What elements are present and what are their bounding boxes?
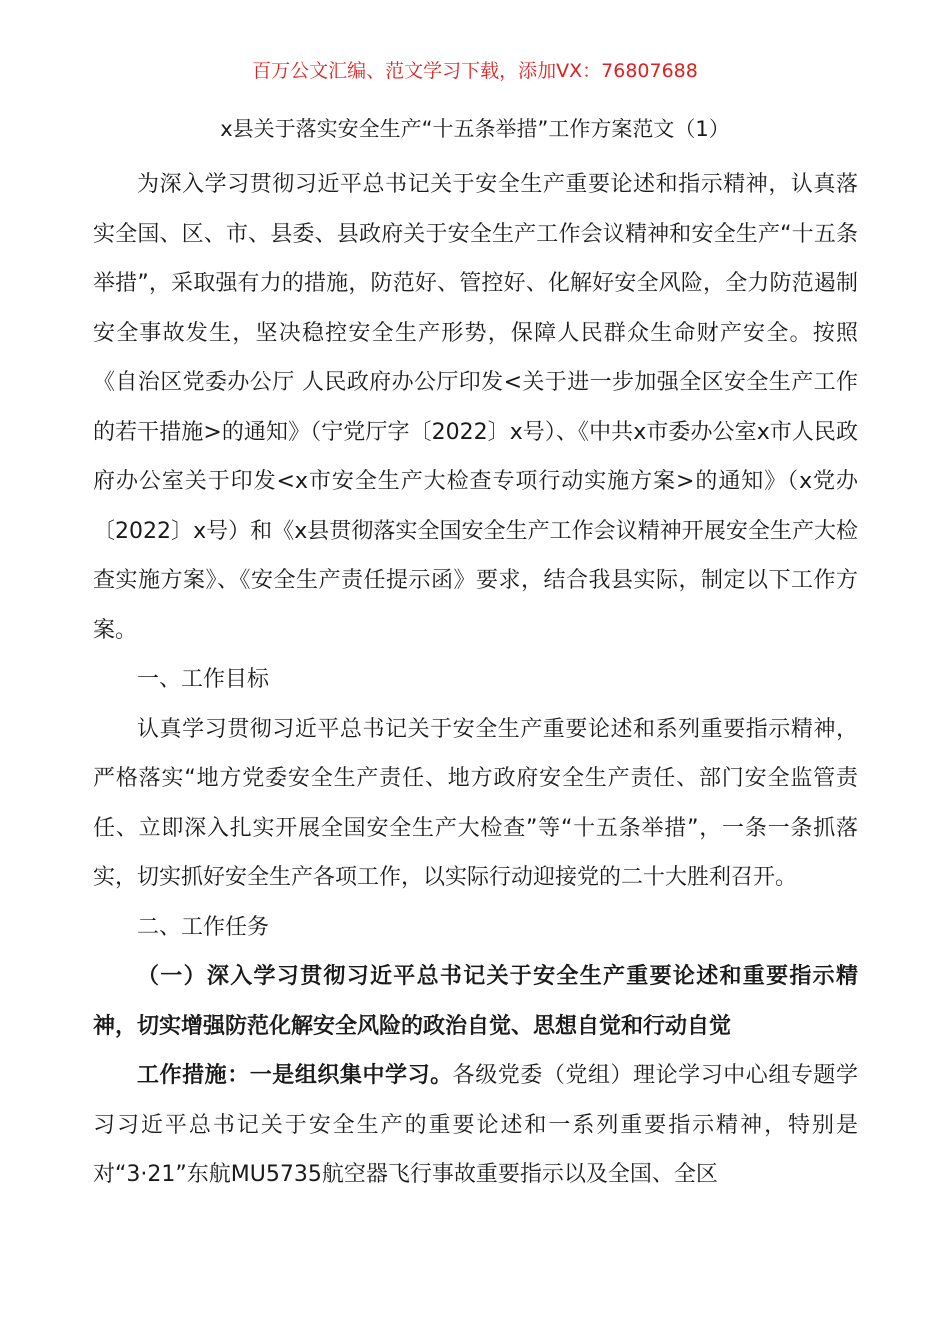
section2-heading: 二、工作任务: [137, 914, 270, 940]
section1-paragraph: 认真学习贯彻习近平总书记关于安全生产重要论述和系列重要指示精神，严格落实“地方党委安全生产责任、地方政府安全生产责任、部门安全监管责任、立即深入扎实开展全国安全生产大检查”等“十五条举措”，一条一条抓落实，切实抓好安全生产各项工作，以实际行动迎接党的二十大胜利召开。: [93, 716, 858, 890]
section1-heading: 一、工作目标: [137, 667, 270, 692]
task1-measures-body: 各级党委（党组）理论学习中心组专题学习习近平总书记关于安全生产的重要论述和一系列重要指示精神，特别是对“3·21”东航MU5735航空器飞行事故重要指示以及全国、全区: [93, 1063, 858, 1187]
document-body: [93, 160, 858, 1200]
task1-measures-label: 工作措施：一是组织集中学习。: [137, 1063, 453, 1088]
document-title: x县关于落实安全生产“十五条举措”工作方案范文（1）: [220, 117, 730, 141]
task1-heading: （一）深入学习贯彻习近平总书记关于安全生产重要论述和重要指示精神，切实增强防范化解安全风险的政治自觉、思想自觉和行动自觉: [93, 964, 858, 1039]
task1-measures-paragraph: [93, 1051, 858, 1200]
promo-header: 百万公文汇编、范文学习下载，添加VX：76807688: [252, 60, 698, 82]
intro-paragraph: 为深入学习贯彻习近平总书记关于安全生产重要论述和指示精神，认真落实全国、区、市、县委、县政府关于安全生产工作会议精神和安全生产“十五条举措”，采取强有力的措施，防范好、管控好、化解好安全风险，全力防范遏制安全事故发生，坚决稳控安全生产形势，保障人民群众生命财产安全。按照《自治区党委办公厅 人民政府办公厅印发<关于进一步加强全区安全生产工作的若干措施>的通知》（宁党厅字〔2022〕x号）、《中共x市委办公室x市人民政府办公室关于印发<x市安全生产大检查专项行动实施方案>的通知》（x党办〔2022〕x号）和《x县贯彻落实全国安全生产工作会议精神开展安全生产大检查实施方案》、《安全生产责任提示函》要求，结合我县实际，制定以下工作方案。: [93, 172, 858, 643]
